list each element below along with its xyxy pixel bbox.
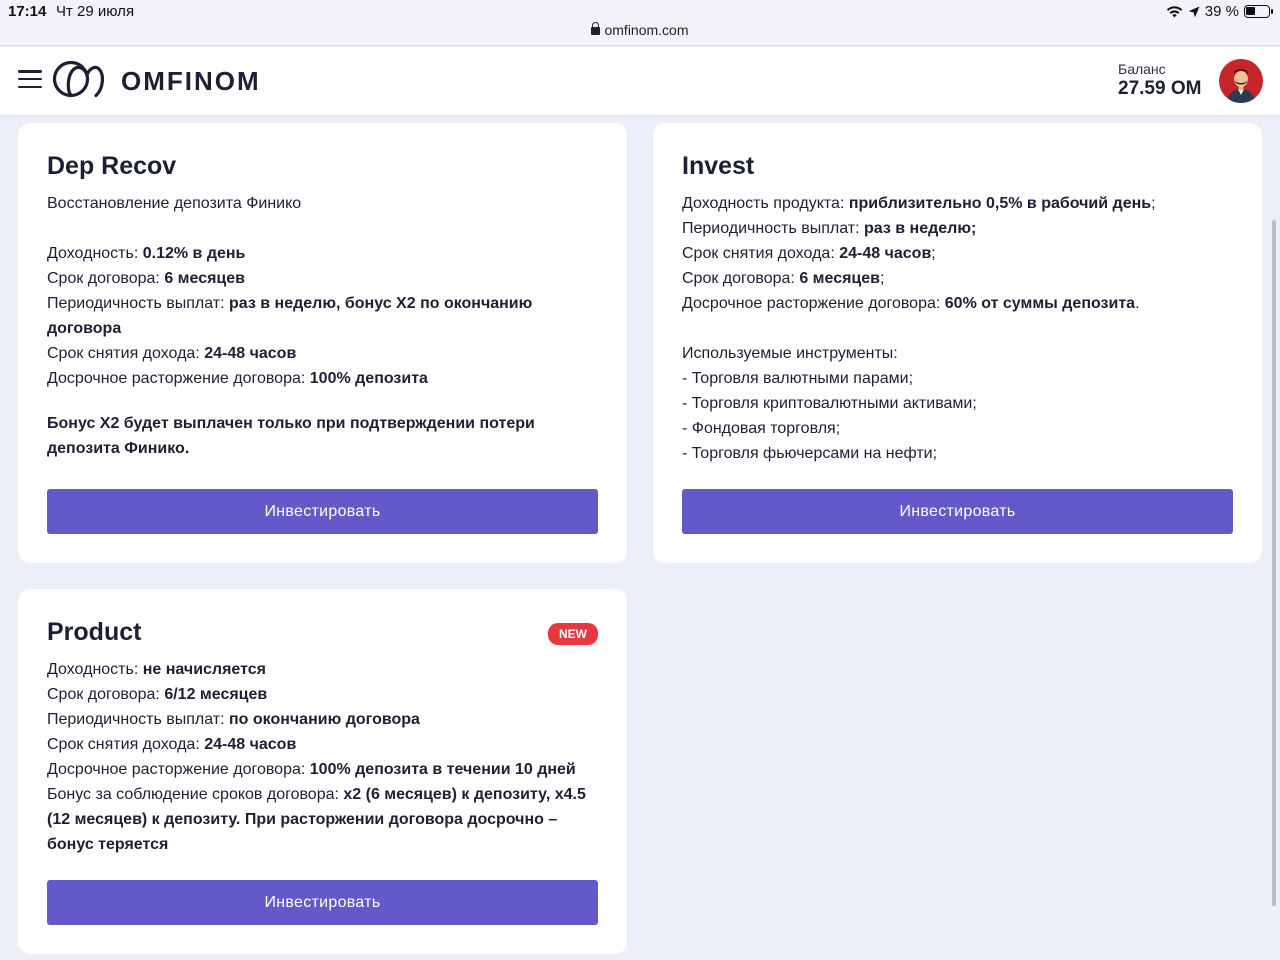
status-bar: [0, 0, 1280, 46]
card-row-payout-period: Периодичность выплат: раз в неделю;: [682, 220, 977, 237]
battery-percent: 39 %: [1204, 3, 1239, 20]
address-bar[interactable]: [0, 22, 1280, 38]
card-row-term: Срок договора: 6/12 месяцев: [47, 686, 268, 703]
invest-button[interactable]: Инвестировать: [682, 489, 1233, 534]
product-card-invest: [653, 123, 1262, 563]
new-badge: NEW: [548, 623, 598, 645]
card-title: Dep Recov: [47, 152, 177, 180]
card-row-withdrawal-time: Срок снятия дохода: 24-48 часов;: [682, 245, 936, 262]
scrollbar[interactable]: [1272, 220, 1276, 906]
card-row-yield: Доходность: не начисляется: [47, 661, 266, 678]
card-row-term: Срок договора: 6 месяцев: [47, 270, 245, 287]
tool-item: - Фондовая торговля;: [682, 420, 841, 437]
battery-icon: [1244, 5, 1270, 18]
card-row-payout-period: Периодичность выплат: по окончанию договора: [47, 711, 420, 728]
invest-button[interactable]: Инвестировать: [47, 880, 598, 925]
product-card-dep-recov: [18, 123, 627, 563]
lock-icon: [591, 27, 600, 35]
tool-item: - Торговля криптовалютными активами;: [682, 395, 977, 412]
tools-title: Используемые инструменты:: [682, 345, 898, 362]
card-row-yield: Доходность продукта: приблизительно 0,5% в рабочий день;: [682, 195, 1156, 212]
card-title: Product: [47, 618, 142, 646]
user-avatar[interactable]: [1219, 59, 1263, 103]
balance-label: Баланс: [1118, 61, 1166, 77]
card-row-early-termination: Досрочное расторжение договора: 100% депозита в течении 10 дней: [47, 761, 576, 778]
card-row-term: Срок договора: 6 месяцев;: [682, 270, 885, 287]
card-row-early-termination: Досрочное расторжение договора: 60% от суммы депозита.: [682, 295, 1140, 312]
menu-icon[interactable]: [18, 70, 42, 88]
card-row-payout-period: Периодичность выплат: раз в неделю, бонус X2 по окончанию договора: [47, 295, 533, 337]
card-subtitle: Восстановление депозита Финико: [47, 195, 302, 212]
wifi-icon: [1166, 5, 1183, 18]
card-row-bonus: Бонус за соблюдение сроков договора: х2 (6 месяцев) к депозиту, х4.5 (12 месяцев) к депозиту. При расторжении договора досрочно – бонус теряется: [47, 786, 586, 853]
status-indicators: [1166, 3, 1270, 20]
tool-item: - Торговля фьючерсами на нефти;: [682, 445, 938, 462]
card-note: Бонус X2 будет выплачен только при подтверждении потери депозита Финико.: [47, 415, 535, 457]
logo-icon[interactable]: [52, 60, 106, 98]
location-arrow-icon: [1188, 6, 1200, 18]
card-row-yield: Доходность: 0.12% в день: [47, 245, 246, 262]
avatar-person-icon: [1219, 59, 1263, 103]
logo-text[interactable]: OMFINOM: [121, 66, 261, 96]
card-row-withdrawal-time: Срок снятия дохода: 24-48 часов: [47, 345, 297, 362]
status-date: Чт 29 июля: [56, 3, 135, 20]
card-row-early-termination: Досрочное расторжение договора: 100% депозита: [47, 370, 428, 387]
card-row-withdrawal-time: Срок снятия дохода: 24-48 часов: [47, 736, 297, 753]
card-title: Invest: [682, 152, 755, 180]
product-card-product: [18, 589, 627, 954]
balance-value: 27.59 OM: [1118, 78, 1202, 99]
status-time: 17:14: [8, 3, 47, 20]
url-text: omfinom.com: [604, 22, 689, 38]
invest-button[interactable]: Инвестировать: [47, 489, 598, 534]
site-header: [0, 47, 1280, 115]
tool-item: - Торговля валютными парами;: [682, 370, 914, 387]
